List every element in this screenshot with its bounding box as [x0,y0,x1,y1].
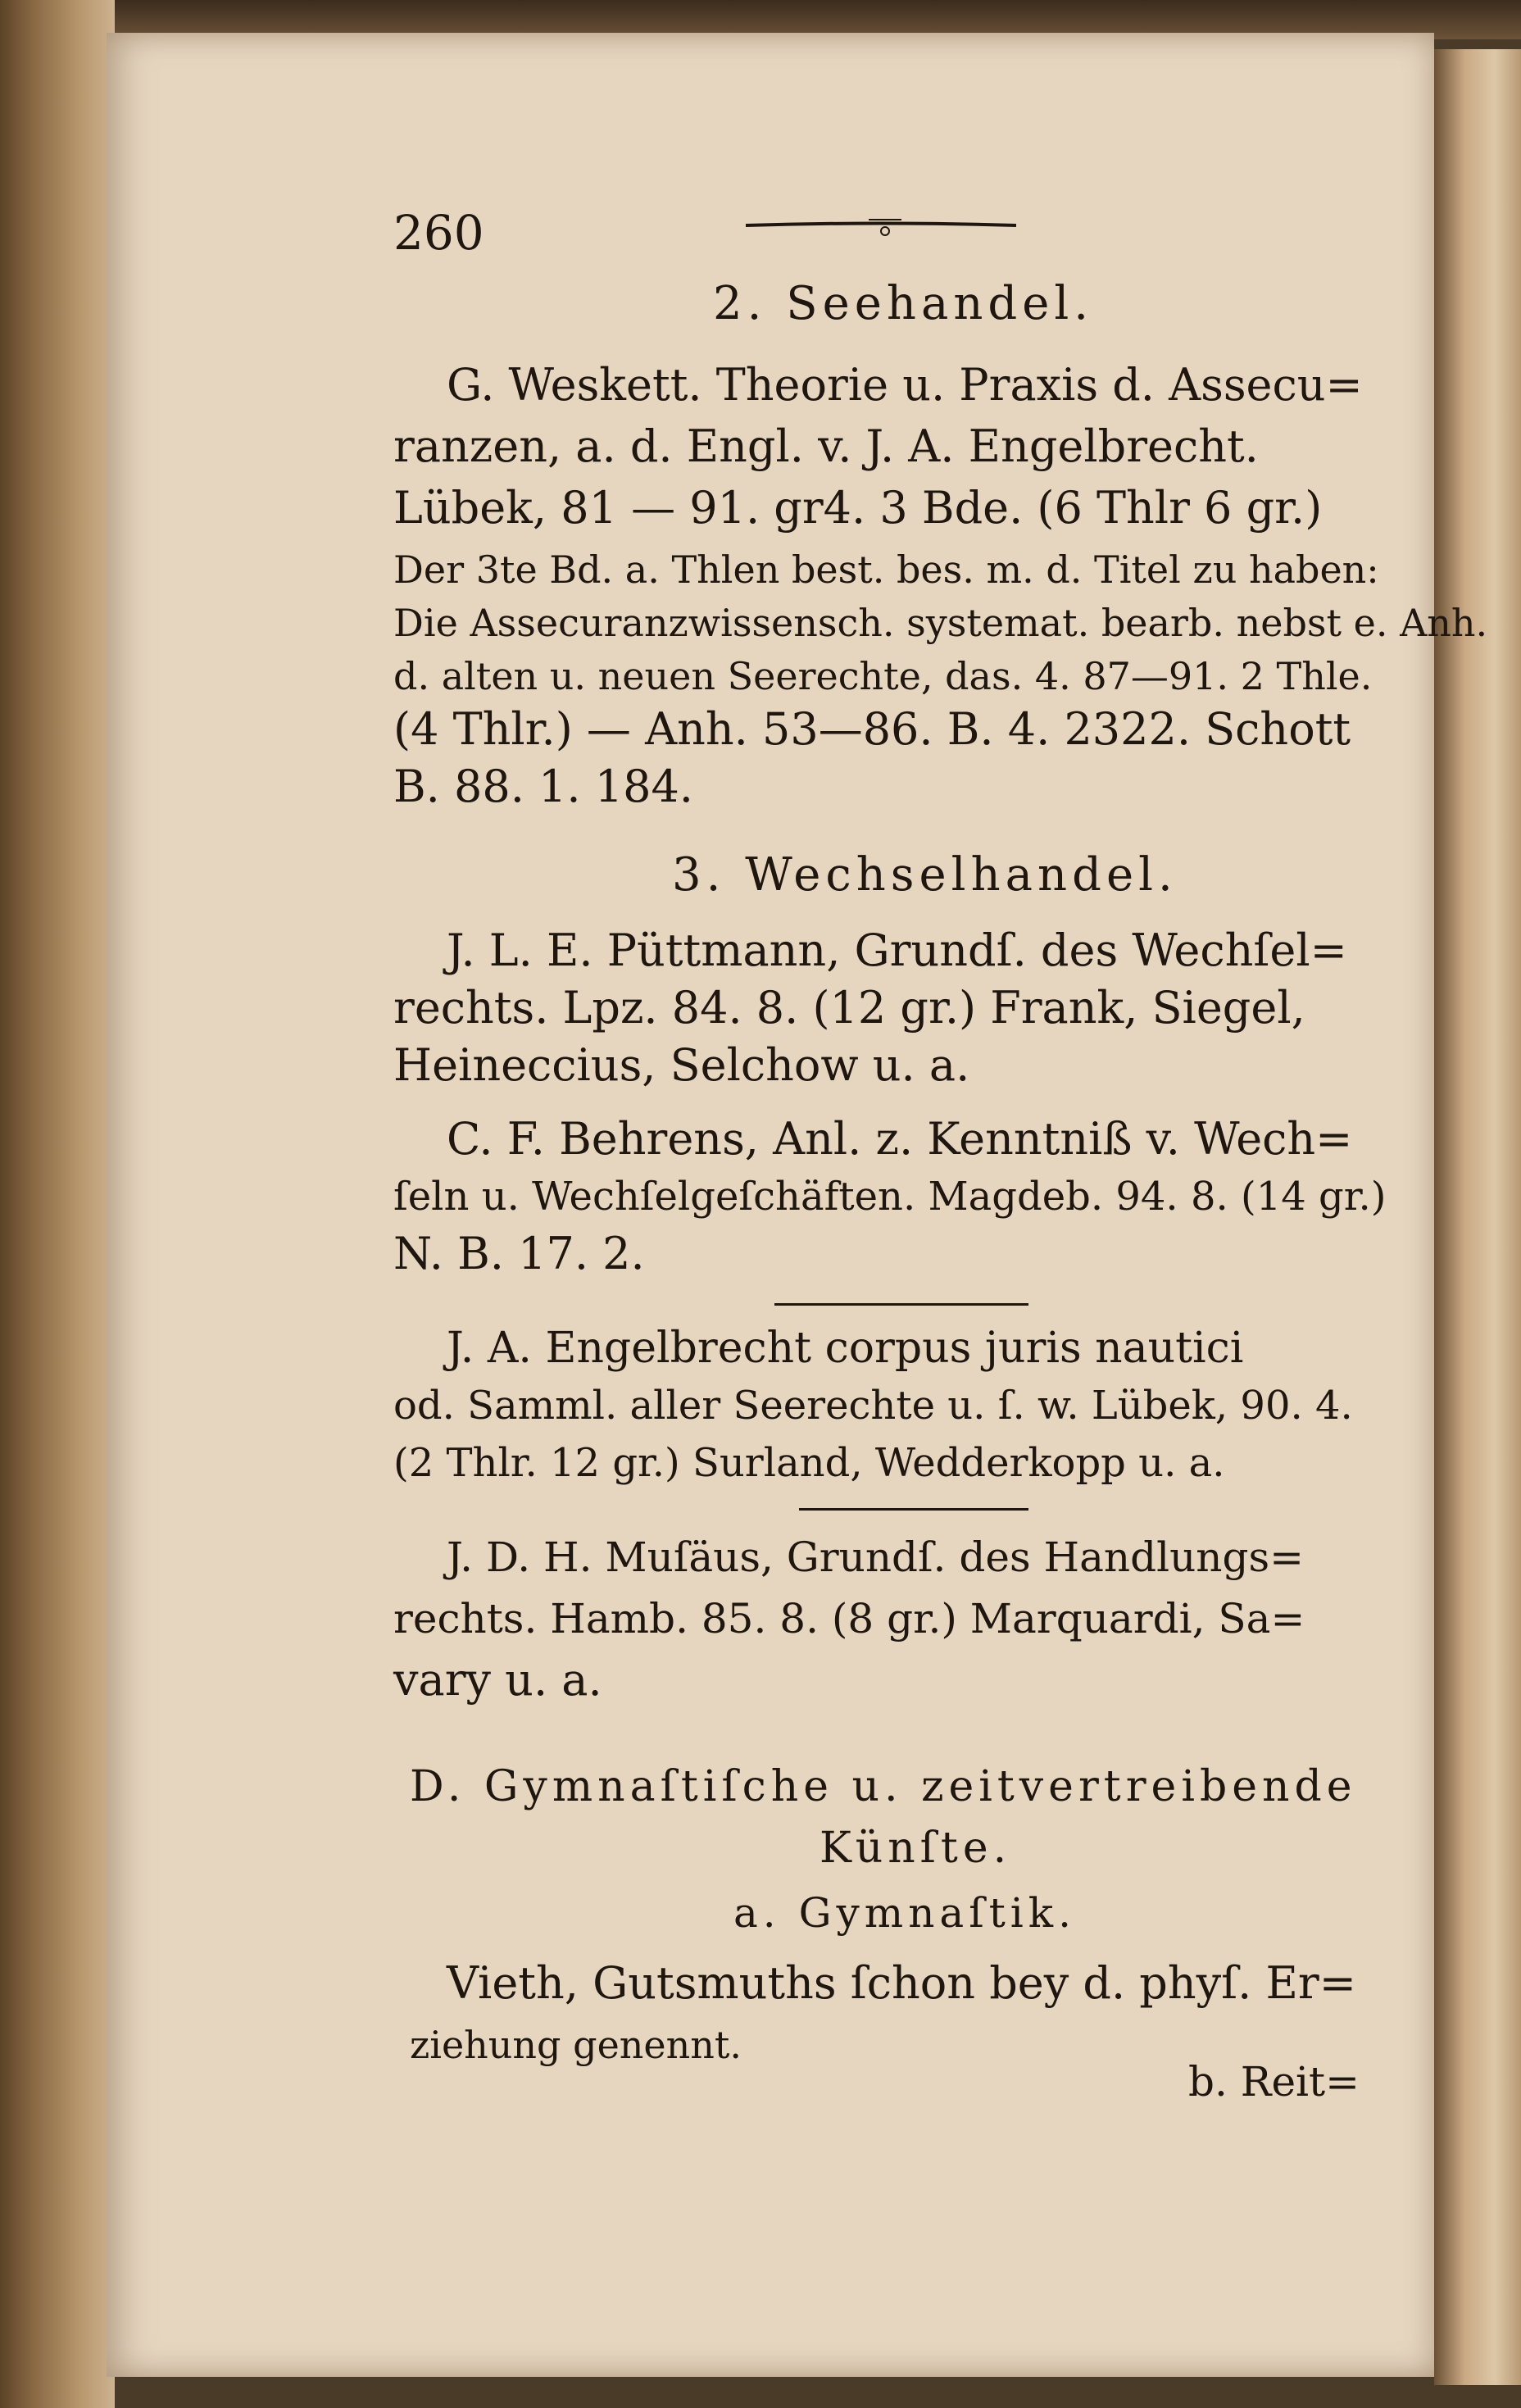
entry-puettmann-line-2: rechts. Lpz. 84. 8. (12 gr.) Frank, Siegel, [393,982,1305,1034]
entry-weskett-line-8: B. 88. 1. 184. [393,761,693,812]
entry-weskett-line-2: ranzen, a. d. Engl. v. J. A. Engelbrecht. [393,420,1259,472]
page-number: 260 [393,205,484,261]
entry-puettmann-line-1: J. L. E. Püttmann, Grundſ. des Wechſel= [447,925,1347,976]
entry-behrens-line-3: N. B. 17. 2. [393,1228,645,1279]
section-heading-seehandel: 2. Seehandel. [713,277,1094,330]
entry-engelbrecht-line-1: J. A. Engelbrecht corpus juris nautici [447,1324,1244,1373]
entry-weskett-line-4: Der 3te Bd. a. Thlen best. bes. m. d. Titel zu haben: [393,547,1379,592]
entry-musaeus-line-2: rechts. Hamb. 85. 8. (8 gr.) Marquardi, Sa= [393,1595,1305,1642]
entry-musaeus-line-3: vary u. a. [393,1654,602,1706]
ornament-rule-icon [746,205,1016,246]
section-heading-wechselhandel: 3. Wechselhandel. [672,848,1178,902]
entry-engelbrecht-line-2: od. Samml. aller Seerechte u. ſ. w. Lübek, 90. 4. [393,1383,1353,1429]
book-edge-left [0,0,115,2408]
subheading-gymnastik: a. Gymnaſtik. [733,1889,1076,1937]
entry-musaeus-line-1: J. D. H. Muſäus, Grundſ. des Handlungs= [447,1533,1305,1581]
catchword: b. Reit= [1188,2058,1360,2106]
section-d-text-line-2: ziehung genennt. [410,2023,742,2067]
entry-weskett-line-7: (4 Thlr.) — Anh. 53—86. B. 4. 2322. Schott [393,703,1351,755]
entry-behrens-line-1: C. F. Behrens, Anl. z. Kenntniß v. Wech= [447,1113,1353,1165]
entry-weskett-line-3: Lübek, 81 — 91. gr4. 3 Bde. (6 Thlr 6 gr.) [393,482,1323,534]
section-d-title-line-1: D. Gymnaſtiſche u. zeitvertreibende [410,1762,1357,1811]
entry-puettmann-line-3: Heineccius, Selchow u. a. [393,1039,970,1091]
entry-behrens-line-2: ſeln u. Wechſelgeſchäften. Magdeb. 94. 8. (14 gr.) [393,1174,1387,1220]
entry-weskett-line-5: Die Assecuranzwissensch. systemat. bearb. nebst e. Anh. [393,601,1488,645]
entry-weskett-line-6: d. alten u. neuen Seerechte, das. 4. 87—91. 2 Thle. [393,654,1373,698]
divider-rule [799,1508,1028,1511]
entry-engelbrecht-line-3: (2 Thlr. 12 gr.) Surland, Wedderkopp u. a. [393,1440,1225,1486]
section-d-text-line-1: Vieth, Gutsmuths ſchon bey d. phyſ. Er= [447,1957,1356,2009]
entry-weskett-line-1: G. Weskett. Theorie u. Praxis d. Assecu= [447,359,1363,411]
book-edge-right [1434,49,1521,2385]
section-d-title-line-2: Künſte. [820,1824,1012,1873]
divider-rule [774,1303,1028,1306]
